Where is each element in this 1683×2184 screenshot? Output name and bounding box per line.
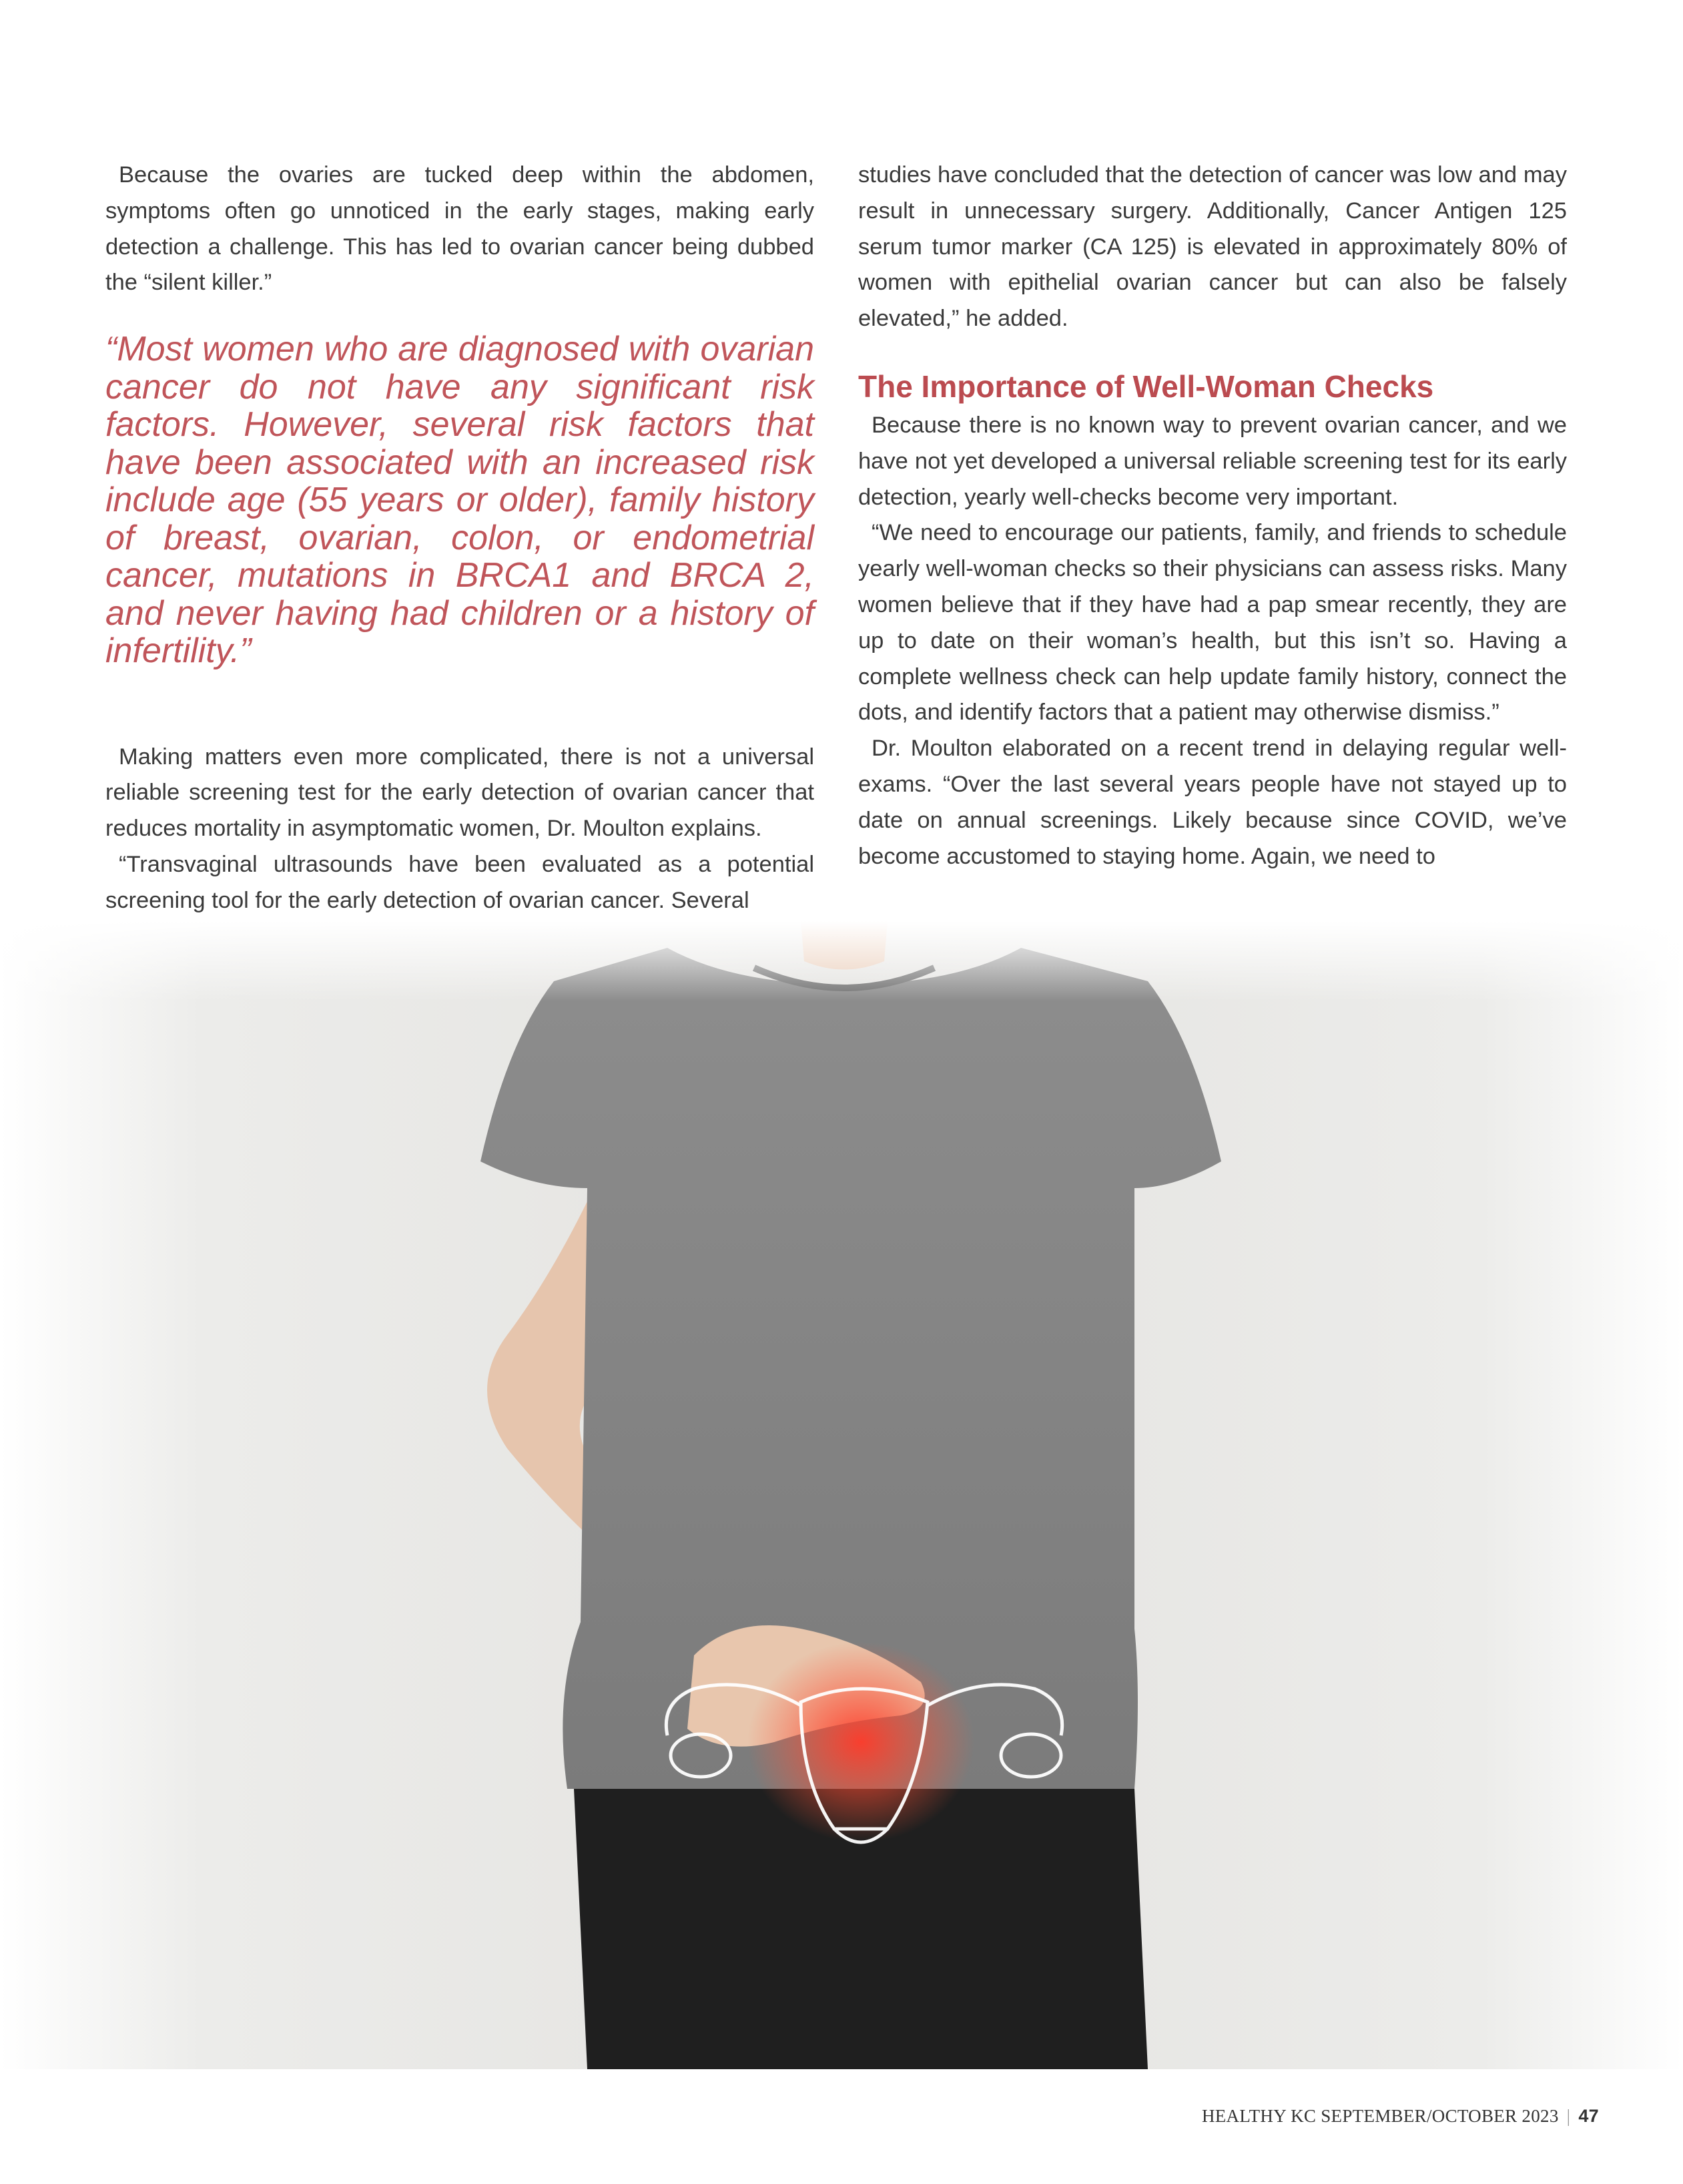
woman-pelvic-pain-photo [0, 921, 1683, 2069]
publication-line: HEALTHY KC SEPTEMBER/OCTOBER 2023 [1201, 2106, 1559, 2126]
page-footer [1202, 2106, 1599, 2127]
spacer [105, 670, 814, 740]
body-paragraph: Making matters even more complicated, there is not a universal reliable screening test for the early detection of ovarian cancer that reduces mortality in asymptomatic women, Dr. Moulton explains. [105, 744, 814, 842]
body-paragraph: “We need to encourage our patients, family, and friends to schedule yearly well-woman checks so their physicians can assess risks. Many women believe that if they have had a pap smear recently, they are up to date on their woman’s health, but this isn’t so. Having a complete wellness check can help update family history, connect the dots, and identify factors that a patient may otherwise dismiss.” [858, 520, 1567, 726]
right-column [858, 158, 1567, 874]
body-paragraph: Because the ovaries are tucked deep within the abdomen, symptoms often go unnoticed in the early stages, making early detection a challenge. This has led to ovarian cancer being dubbed the “silent killer.” [105, 162, 814, 296]
body-paragraph: “Transvaginal ultrasounds have been evaluated as a potential screening tool for the early detection of ovarian cancer. Several [105, 852, 814, 913]
body-paragraph: Dr. Moulton elaborated on a recent trend in delaying regular well-exams. “Over the last several years people have not stayed up to date on annual screenings. Likely because since COVID, we’ve become accustomed to staying home. Again, we need to [858, 736, 1567, 869]
page-number: 47 [1578, 2106, 1599, 2126]
body-paragraph: Because there is no known way to prevent ovarian cancer, and we have not yet developed a universal reliable screening test for its early detection, yearly well-checks become very important. [858, 412, 1567, 510]
pull-quote [105, 330, 814, 670]
body-paragraph: studies have concluded that the detection of cancer was low and may result in unnecessary surgery. Additionally, Cancer Antigen 125 serum tumor marker (CA 125) is elevated in approximately 80% of women with epithelial ovarian cancer but can also be falsely elevated,” he added. [858, 162, 1567, 332]
section-heading: The Importance of Well-Woman Checks [858, 368, 1434, 404]
left-column [105, 158, 814, 919]
footer-separator: | [1566, 2106, 1571, 2126]
pull-quote-text: “Most women who are diagnosed with ovarian cancer do not have any significant risk factors. However, several risk factors that have been associated with an increased risk include age (55 years or older), family history of breast, ovarian, colon, or endometrial cancer, mutations in BRCA1 and BRCA 2, and never having had children or a history of infertility.” [105, 330, 814, 671]
